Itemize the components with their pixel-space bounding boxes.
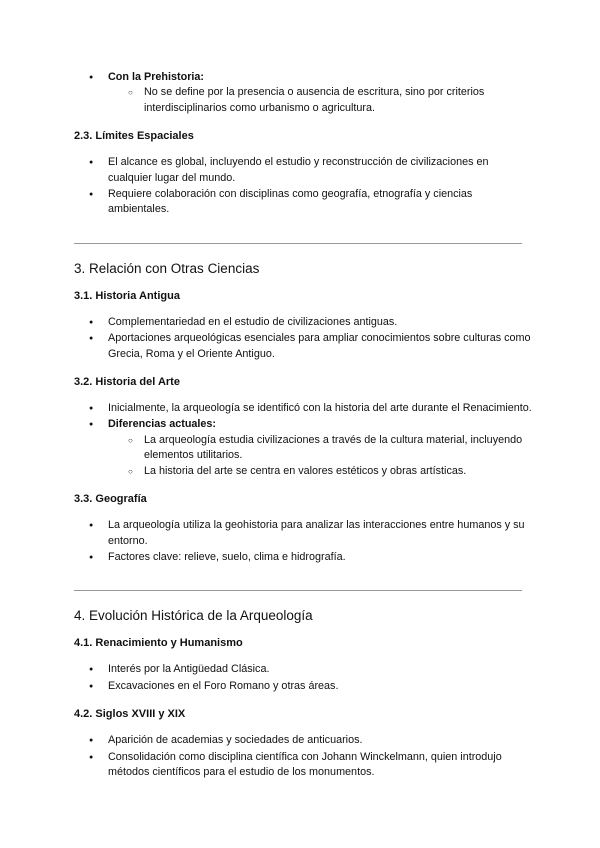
list-item: ○ La arqueología estudia civilizaciones a través de la cultura material, incluyendo elementos utilitarios.	[108, 433, 534, 464]
list-item: ● Requiere colaboración con disciplinas como geografía, etnografía y ciencias ambientales.	[74, 187, 534, 218]
section-2-3-heading: 2.3. Límites Espaciales	[74, 130, 194, 143]
section-4-1-heading: 4.1. Renacimiento y Humanismo	[74, 637, 243, 650]
list-item: ● Excavaciones en el Foro Romano y otras áreas.	[74, 679, 534, 694]
section-4-1-list	[74, 662, 534, 694]
list-item	[74, 417, 534, 479]
list-item: ○ La historia del arte se centra en valores estéticos y obras artísticas.	[108, 464, 534, 479]
list-item: ● Inicialmente, la arqueología se identificó con la historia del arte durante el Renacimiento.	[74, 401, 534, 416]
list-item: ● Complementariedad en el estudio de civilizaciones antiguas.	[74, 315, 534, 330]
section-divider	[74, 243, 522, 244]
prehistoria-list	[74, 70, 534, 116]
section-3-heading: 3. Relación con Otras Ciencias	[74, 260, 260, 276]
list-item: ○ No se define por la presencia o ausencia de escritura, sino por criterios interdisciplinarios como urbanismo o agricultura.	[108, 85, 534, 116]
section-3-3-list	[74, 518, 534, 565]
section-3-3-heading: 3.3. Geografía	[74, 493, 147, 506]
section-4-2-list	[74, 733, 534, 780]
section-3-2-list	[74, 401, 534, 479]
section-2-3-list	[74, 155, 534, 218]
prehistoria-label: Con la Prehistoria:	[108, 71, 204, 83]
section-3-2-heading: 3.2. Historia del Arte	[74, 376, 180, 389]
differences-label: Diferencias actuales:	[108, 418, 217, 431]
list-item: ● La arqueología utiliza la geohistoria para analizar las interacciones entre humanos y su entorno.	[74, 518, 534, 549]
section-3-1-heading: 3.1. Historia Antigua	[74, 289, 180, 302]
differences-sublist	[108, 433, 534, 479]
prehistoria-sublist	[108, 85, 534, 116]
list-item: ● El alcance es global, incluyendo el estudio y reconstrucción de civilizaciones en cualquier lugar del mundo.	[74, 155, 534, 186]
list-item: ● Factores clave: relieve, suelo, clima e hidrografía.	[74, 550, 534, 565]
list-item	[74, 70, 534, 116]
list-item: ● Consolidación como disciplina científica con Johann Winckelmann, quien introdujo métodos científicos para el estudio de los monumentos.	[74, 750, 534, 781]
section-divider	[74, 590, 522, 591]
document-content	[74, 70, 534, 781]
list-item: ● Aparición de academias y sociedades de anticuarios.	[74, 733, 534, 748]
section-4-heading: 4. Evolución Histórica de la Arqueología	[74, 608, 313, 624]
list-item: ● Aportaciones arqueológicas esenciales para ampliar conocimientos sobre culturas como Grecia, Roma y el Oriente Antiguo.	[74, 331, 534, 362]
section-4-2-heading: 4.2. Siglos XVIII y XIX	[74, 708, 186, 721]
section-3-1-list	[74, 315, 534, 362]
list-item: ● Interés por la Antigüedad Clásica.	[74, 662, 534, 677]
